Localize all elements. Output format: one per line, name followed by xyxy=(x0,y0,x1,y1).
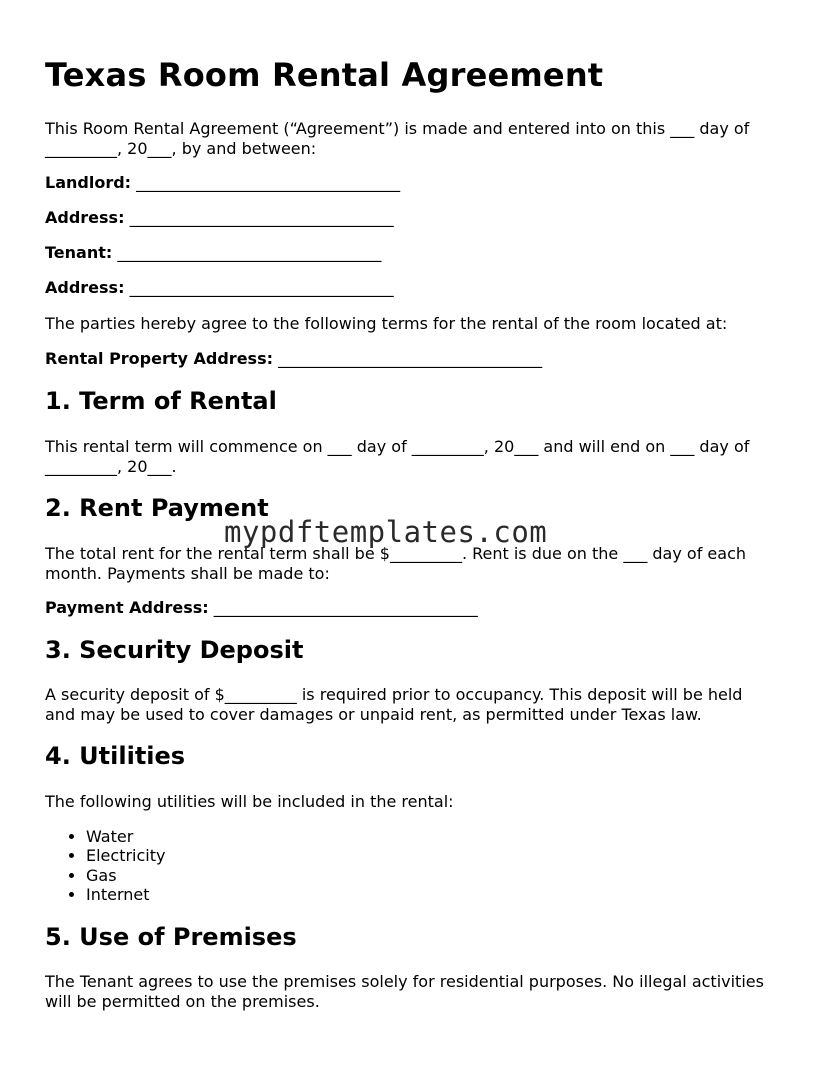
list-item: • Electricity xyxy=(86,846,165,865)
watermark: mypdftemplates.com xyxy=(224,515,548,549)
payment-address-label: Payment Address: xyxy=(45,598,209,617)
term-line-2: _________, 20___. xyxy=(45,456,177,476)
rental-property-field xyxy=(45,349,780,369)
utilities-intro: The following utilities will be included in the rental: xyxy=(45,792,454,811)
rent-line-1: The total rent for the rental term shall be $_________. Rent is due on the ___ day of each xyxy=(45,544,747,563)
section-premises-heading: 5. Use of Premises xyxy=(45,923,297,951)
section-utilities-heading: 4. Utilities xyxy=(45,742,186,770)
tenant-label: Tenant: xyxy=(45,243,113,262)
payment-address-blank: _________________________________ xyxy=(213,598,478,617)
landlord-address-blank: _________________________________ xyxy=(129,208,394,227)
landlord-label: Landlord: xyxy=(45,173,132,192)
list-item: • Internet xyxy=(86,885,165,904)
section-deposit-text xyxy=(45,685,780,724)
landlord-field xyxy=(45,173,780,193)
tenant-field xyxy=(45,243,780,263)
tenant-address-field xyxy=(45,278,780,298)
rental-property-blank: _________________________________ xyxy=(278,349,543,368)
document-title: Texas Room Rental Agreement xyxy=(45,56,604,94)
list-item: • Water xyxy=(86,827,165,846)
section-term-heading: 1. Term of Rental xyxy=(45,387,277,415)
premises-line-1: The Tenant agrees to use the premises solely for residential purposes. No illegal activities xyxy=(45,972,764,991)
deposit-line-1: A security deposit of $_________ is required prior to occupancy. This deposit will be held xyxy=(45,685,743,704)
section-premises-text xyxy=(45,972,780,1011)
intro-paragraph xyxy=(45,119,780,158)
section-term-text xyxy=(45,437,780,476)
rent-line-2: month. Payments shall be made to: xyxy=(45,563,330,583)
term-line-1: This rental term will commence on ___ day of _________, 20___ and will end on ___ day of xyxy=(45,437,750,456)
premises-line-2: will be permitted on the premises. xyxy=(45,991,320,1011)
landlord-blank: _________________________________ xyxy=(136,173,401,192)
landlord-address-label: Address: xyxy=(45,208,125,227)
section-deposit-heading: 3. Security Deposit xyxy=(45,636,304,664)
tenant-blank: _________________________________ xyxy=(117,243,382,262)
intro-line-1: This Room Rental Agreement (“Agreement”) is made and entered into on this ___ day of xyxy=(45,119,750,138)
intro-line-2: _________, 20___, by and between: xyxy=(45,138,317,158)
parties-statement: The parties hereby agree to the following terms for the rental of the room located at: xyxy=(45,314,728,333)
list-item: • Gas xyxy=(86,866,165,885)
rental-property-label: Rental Property Address: xyxy=(45,349,273,368)
tenant-address-blank: _________________________________ xyxy=(129,278,394,297)
tenant-address-label: Address: xyxy=(45,278,125,297)
section-rent-text xyxy=(45,544,780,583)
section-rent-heading: 2. Rent Payment xyxy=(45,494,269,522)
payment-address-field xyxy=(45,598,780,618)
landlord-address-field xyxy=(45,208,780,228)
deposit-line-2: and may be used to cover damages or unpaid rent, as permitted under Texas law. xyxy=(45,704,702,724)
utilities-list xyxy=(45,827,165,904)
